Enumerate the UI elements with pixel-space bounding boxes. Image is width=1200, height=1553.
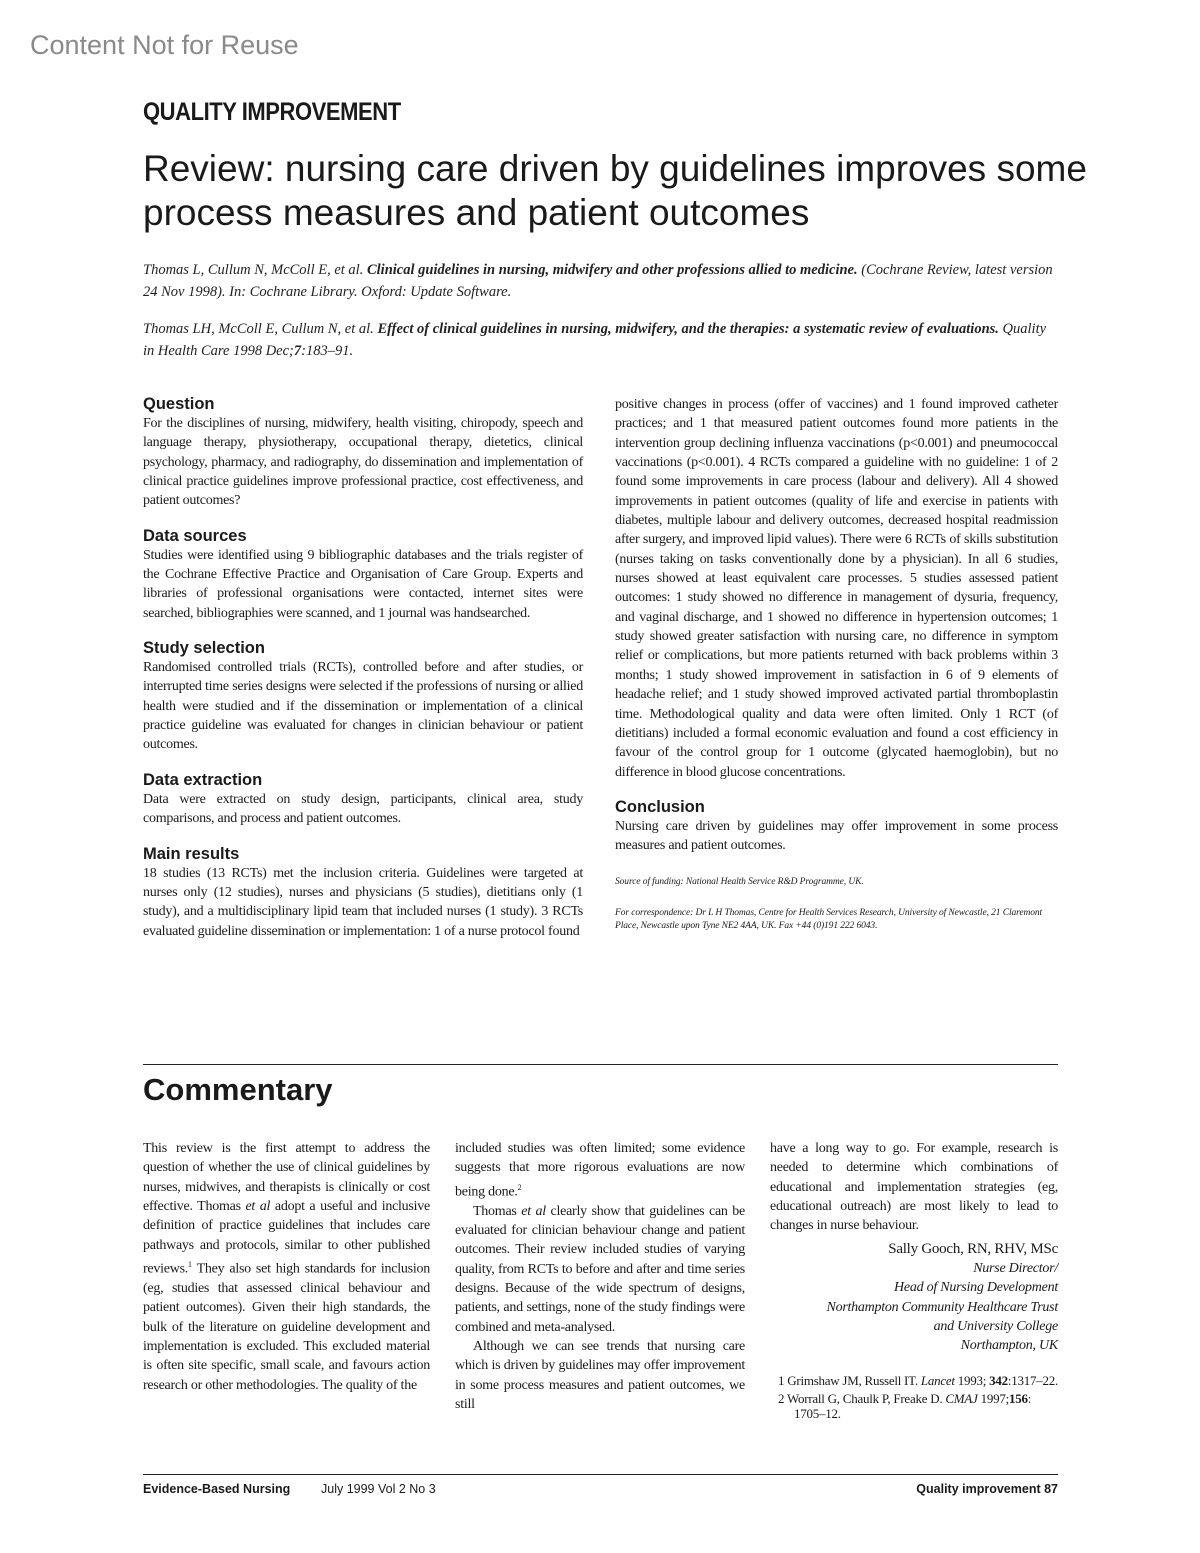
- commentary-column-3: [770, 1139, 1058, 1421]
- section-heading: Main results: [143, 844, 240, 863]
- text-segment: Thomas L, Cullum N, McColl E, et al.: [143, 262, 367, 278]
- main-results-continued: positive changes in process (offer of vaccines) and 1 found improved catheter practices; and 1 that measured patient outcomes found more patients in the intervention group declining influenza vaccinations (p<0.001) and pneumococcal vaccinations (p<0.001). 4 RCTs compared a guideline with no guideline: 1 of 2 found some improvements in care process (labour and delivery). All 4 showed improvements in patient outcomes (quality of life and exercise in patients with diabetes, multiple labour and delivery outcomes, decreased hospital readmission after surgery, and improved lipid values). There were 6 RCTs of skills substitution (nurses taking on tasks conventionally done by a physician). In all 6 studies, nurses showed at least equivalent care processes. 5 studies assessed patient outcomes: 1 study showed no difference in management of dysuria, frequency, and vaginal discharge, and 1 showed no difference in hypertension outcomes; 1 study showed greater satisfaction with nursing care, no difference in symptom relief or complications, but more patients returned with back problems within 3 months; 1 study showed improvement in satisfaction in 6 of 9 elements of headache relief; and 1 study showed improved activated partial thromboplastin time. Methodological quality and data were often limited. Only 1 RCT (of dietitians) included a formal economic evaluation and found a cost efficiency in favour of the control group for 1 outcome (glycated haemoglobin), but no difference in blood glucose concentrations.: [615, 397, 1058, 780]
- author-name: Sally Gooch, RN, RHV, MSc: [888, 1240, 1058, 1257]
- text-segment: Lancet: [920, 1372, 955, 1388]
- citation-1: [143, 259, 1058, 303]
- section-text: Studies were identified using 9 bibliographic databases and the trials register of the Cochrane Effective Practice and Organisation of Care Group. Experts and libraries of professional organisations were contacted, internet sites were searched, bibliographies were scanned, and 1 journal was handsearched.: [143, 547, 583, 621]
- author-affiliation: Northampton Community Healthcare Trust: [826, 1299, 1058, 1315]
- citation-marker: 2: [517, 1182, 522, 1192]
- issue-info: July 1999 Vol 2 No 3: [321, 1482, 436, 1496]
- section-heading: Question: [143, 395, 215, 413]
- watermark: Content Not for Reuse: [30, 30, 299, 60]
- citation-2: [143, 318, 1058, 362]
- text-segment: :1317–22.: [1007, 1372, 1059, 1388]
- text-segment: :183–91.: [301, 343, 354, 359]
- author-affiliation: and University College: [933, 1319, 1058, 1335]
- page-number: Quality improvement 87: [916, 1482, 1058, 1496]
- footer-rule: [143, 1474, 1058, 1475]
- section-text: For the disciplines of nursing, midwifery, health visiting, chiropody, speech and language therapy, physiotherapy, occupational therapy, dietetics, clinical psychology, pharmacy, and radiography, do dissemination and implementation of clinical practice guidelines improve professional practice, cost effectiveness, and patient outcomes?: [143, 416, 583, 509]
- section-heading: Study selection: [143, 639, 265, 658]
- commentary-paragraph: [455, 1202, 745, 1337]
- commentary-paragraph: [455, 1139, 745, 1202]
- commentary-paragraph: [455, 1337, 745, 1414]
- text-segment: Clinical guidelines in nursing, midwifery and other professions allied to medicine.: [366, 262, 858, 278]
- commentary-paragraph: have a long way to go. For example, research is needed to determine which combinations of educational and implementation strategies (eg, educational outreach) are most likely to lead to changes in nurse behaviour.: [770, 1141, 1058, 1234]
- text-segment: 342: [989, 1372, 1008, 1388]
- section-heading: Conclusion: [615, 797, 705, 816]
- abstract-right-column: [615, 395, 1058, 933]
- author-affiliation: Northampton, UK: [960, 1338, 1058, 1354]
- citation-marker: 1: [188, 1260, 192, 1270]
- text-segment: Quality in Health Care 1998 Dec;: [143, 321, 1047, 359]
- text-segment: This review is the first attempt to address the question of whether the use of clinical guidelines by nurses, midwives, and therapists is clinically or cost effective. Thomas: [143, 1141, 430, 1215]
- text-segment: They also set high standards for inclusion (eg, studies that assessed clinical behaviour and patient outcomes). Given their high standards, the bulk of the literature on guideline development and implementation is excluded. This excluded material is often site specific, small scale, and favours action research or other methodologies. The quality of the: [143, 1261, 430, 1393]
- text-segment: Thomas LH, McColl E, Cullum N, et al.: [143, 321, 378, 337]
- text-segment: et al: [521, 1203, 546, 1219]
- footnote: [770, 1391, 1058, 1421]
- conclusion-text: Nursing care driven by guidelines may offer improvement in some process measures and patient outcomes.: [615, 818, 1058, 854]
- section-heading: Data extraction: [143, 770, 263, 789]
- correspondence-note: For correspondence: Dr L H Thomas, Centre for Health Services Research, University of Newcastle, 21 Claremont Place, Newcastle upon Tyne NE2 4AA, UK. Fax +44 (0)191 222 6043.: [615, 907, 1043, 931]
- commentary-column-1: [143, 1139, 430, 1395]
- text-segment: : 1705–12.: [794, 1390, 1032, 1421]
- text-segment: 1993;: [954, 1372, 990, 1388]
- section-heading: Data sources: [143, 526, 247, 545]
- funding-note: Source of funding: National Health Service R&D Programme, UK.: [615, 876, 864, 887]
- text-segment: Effect of clinical guidelines in nursing, midwifery, and the therapies: a systematic review of evaluations.: [377, 321, 999, 337]
- section-text: Data were extracted on study design, participants, clinical area, study comparisons, and process and patient outcomes.: [143, 791, 583, 827]
- divider: [143, 1064, 1058, 1065]
- commentary-paragraph: [143, 1139, 430, 1395]
- abstract-left-column: [143, 395, 583, 941]
- text-segment: Although we can see trends that nursing care which is driven by guidelines may offer improvement in some process measures and patient outcomes, we still: [455, 1339, 745, 1413]
- text-segment: 7: [293, 343, 302, 359]
- text-segment: 2 Worrall G, Chaulk P, Freake D.: [778, 1390, 946, 1406]
- article-title: Review: nursing care driven by guidelines improves some process measures and patient outcomes: [143, 148, 1087, 233]
- text-segment: 1 Grimshaw JM, Russell IT.: [778, 1372, 921, 1388]
- author-affiliation: Nurse Director/: [973, 1261, 1058, 1277]
- author-affiliation: Head of Nursing Development: [894, 1280, 1058, 1296]
- text-segment: Thomas: [473, 1203, 522, 1219]
- section-text: Randomised controlled trials (RCTs), controlled before and after studies, or interrupted time series designs were selected if the professions of nursing or allied health were studied and if the dissemination or implementation of a clinical practice guideline was evaluated for changes in clinician behaviour or patient outcomes.: [143, 660, 583, 753]
- text-segment: clearly show that guidelines can be evaluated for clinician behaviour change and patient outcomes. Their review included studies of varying quality, from RCTs to before and after and time series designs. Because of the wide spectrum of designs, patients, and settings, none of the study findings were combined and meta-analysed.: [455, 1203, 746, 1335]
- text-segment: adopt a useful and inclusive definition of practice guidelines that includes care pathways and protocols, similar to other published reviews.: [143, 1199, 430, 1277]
- text-segment: CMAJ: [945, 1390, 978, 1406]
- text-segment: (Cochrane Review, latest version 24 Nov 1998). In: Cochrane Library. Oxford: Update Software.: [143, 262, 1053, 300]
- commentary-column-2: [455, 1139, 745, 1414]
- section-text: 18 studies (13 RCTs) met the inclusion criteria. Guidelines were targeted at nurses only (12 studies), nurses and physicians (5 studies), dietitians only (1 study), and a multidisciplinary lipid team that included nurses (1 study). 3 RCTs evaluated guideline dissemination or implementation: 1 of a nurse protocol found: [143, 865, 583, 939]
- section-label: QUALITY IMPROVEMENT: [143, 98, 401, 126]
- journal-name: Evidence-Based Nursing: [143, 1482, 291, 1496]
- text-segment: 1997;: [977, 1390, 1009, 1406]
- commentary-heading: Commentary: [143, 1072, 333, 1107]
- text-segment: included studies was often limited; some evidence suggests that more rigorous evaluations are now being done.: [455, 1141, 745, 1200]
- text-segment: 156: [1008, 1390, 1028, 1406]
- footnote: [770, 1373, 1058, 1388]
- text-segment: et al: [245, 1199, 271, 1215]
